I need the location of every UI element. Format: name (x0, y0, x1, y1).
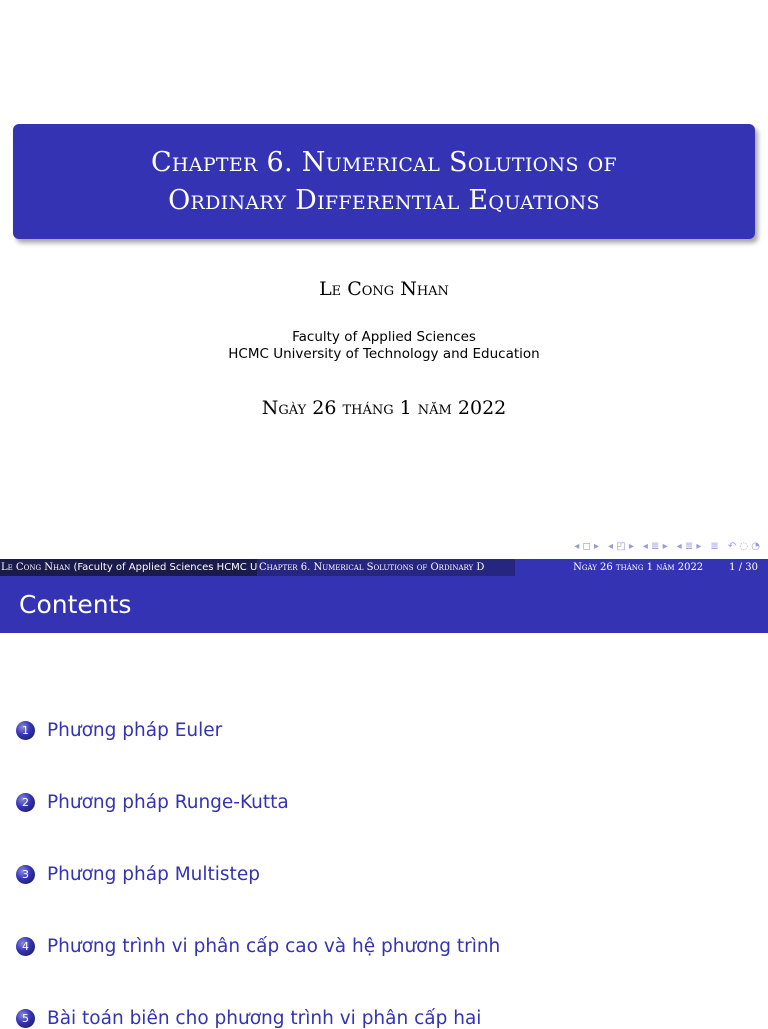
toc-number-ball-5: 5 (16, 1009, 35, 1028)
toc-number-ball-1: 1 (16, 721, 35, 740)
toc-number-ball-2: 2 (16, 793, 35, 812)
toc-item-4[interactable] (16, 936, 500, 957)
slide-title-line1: Chapter 6. Numerical Solutions of (150, 146, 618, 178)
nav-toc-icon[interactable]: ≣ (710, 541, 719, 552)
footer-author-name: Le Cong Nhan (1, 562, 71, 573)
nav-frame-icon[interactable]: ◂ ◻ ▸ (574, 541, 599, 552)
toc-label-5[interactable]: Bài toán biên cho phương trình vi phân cấp hai (47, 1008, 482, 1029)
toc-number-ball-3: 3 (16, 865, 35, 884)
toc-item-1[interactable] (16, 720, 222, 741)
beamer-navigation (574, 541, 760, 552)
footer-author (0, 559, 257, 576)
toc-label-1[interactable]: Phương pháp Euler (47, 720, 223, 741)
nav-document-icon[interactable]: ◂ ≣ ▸ (676, 541, 702, 552)
slide-title-line2: Ordinary Differential Equations (168, 184, 600, 216)
toc-label-4[interactable]: Phương trình vi phân cấp cao và hệ phương trình (47, 936, 501, 957)
footer-right (515, 559, 768, 576)
toc-item-2[interactable] (16, 792, 289, 813)
footer-page-number: 1 / 30 (729, 562, 758, 573)
presentation-date: Ngày 26 tháng 1 năm 2022 (261, 397, 507, 419)
nav-subsection-icon[interactable]: ◂ ◰ ▸ (608, 541, 634, 552)
footer-date: Ngày 26 tháng 1 năm 2022 (573, 562, 704, 573)
contents-heading: Contents (0, 576, 768, 633)
toc-label-3[interactable]: Phương pháp Multistep (47, 864, 260, 885)
footer-title: Chapter 6. Numerical Solutions of Ordinary D (257, 559, 515, 576)
toc-number-ball-4: 4 (16, 937, 35, 956)
toc-item-5[interactable] (16, 1008, 481, 1029)
footer-institute: (Faculty of Applied Sciences HCMC U (73, 562, 257, 573)
institute-line1: Faculty of Applied Sciences (292, 329, 476, 345)
author: Le Cong Nhan (319, 278, 449, 300)
toc-label-2[interactable]: Phương pháp Runge-Kutta (47, 792, 289, 813)
title-box (13, 124, 755, 239)
institute-line2: HCMC University of Technology and Education (228, 346, 540, 362)
toc-item-3[interactable] (16, 864, 260, 885)
footer-bar (0, 559, 768, 576)
nav-search-icon[interactable]: ↶ ◌ ◔ (727, 541, 760, 552)
nav-section-icon[interactable]: ◂ ≣ ▸ (642, 541, 668, 552)
